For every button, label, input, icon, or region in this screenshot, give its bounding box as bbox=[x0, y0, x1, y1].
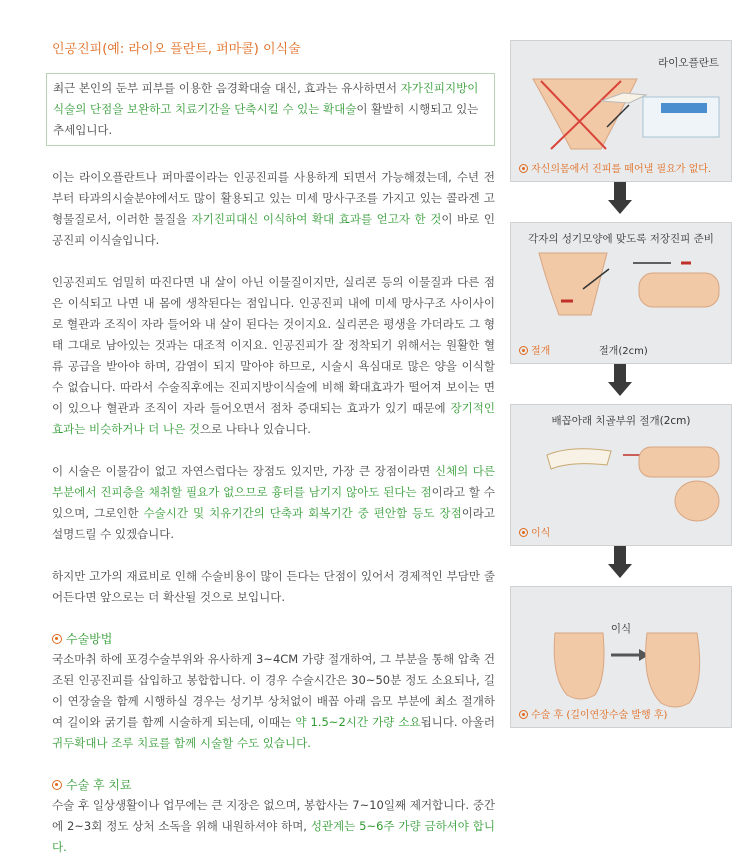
paragraph-highlight: 신체의 다른 부분에서 진피층을 채취할 필요가 없으므로 흉터를 남기지 않아도 된다는 점 bbox=[52, 464, 495, 499]
paragraph-highlight: 수술시간 및 치유기간의 단축과 회복기간 중 편안함 등도 장점 bbox=[143, 506, 462, 520]
paragraph-text: 이라고 설명드릴 수 있겠습니다. bbox=[52, 506, 496, 541]
after-heading bbox=[52, 775, 495, 795]
panel-after-surgery bbox=[510, 586, 732, 728]
paragraph-text: 국소마취 하에 포경수술부위와 유사하게 3~4CM 가량 절개하여, 그 부분을 통해 압축 건조된 인공진피를 삽입하고 봉합합니다. 이 경우 수술시간은 30~50분 정도 소요되나, 길이 연장술을 함께 시행하실 경우는 성기부 상처없이 배꼽 아래 음모 부분에 최소 절개하여 길이와 굵기를 함께 시술하게 되는데, 이때는 bbox=[52, 652, 495, 729]
paragraph-highlight: 성관계는 5~6주 가량 금하셔야 합니다. bbox=[52, 819, 495, 854]
page-title: 인공진피(예: 라이오 플란트, 퍼마콜) 이식술 bbox=[52, 42, 301, 57]
panel-caption: 배꼽아래 치골부위 절개(2cm) bbox=[551, 415, 691, 427]
procedure-illustrations bbox=[510, 40, 735, 728]
paragraph-1 bbox=[52, 167, 495, 251]
intro-highlight: 자가진피지방이식술의 단점을 보완하고 치료기간을 단축시킬 수 있는 확대술 bbox=[53, 81, 479, 116]
method-heading-label: 수술방법 bbox=[66, 632, 113, 646]
down-arrow-icon bbox=[510, 364, 735, 404]
bullet-circle-icon bbox=[519, 346, 528, 355]
paragraph-text: 이 시술은 이물감이 없고 자연스럽다는 장점도 있지만, 가장 큰 장점이라면 bbox=[52, 464, 435, 478]
intro-box bbox=[46, 73, 495, 146]
intro-text-end: 이 활발히 시행되고 있는 추세입니다. bbox=[53, 102, 479, 137]
paragraph-text: 이라고 할 수 있으며, 그로인한 bbox=[52, 485, 496, 520]
bullet-circle-icon bbox=[519, 528, 528, 537]
intro-text: 최근 본인의 둔부 피부를 이용한 음경확대술 대신, 효과는 유사하면서 bbox=[53, 81, 401, 95]
bullet-circle-icon bbox=[52, 634, 62, 644]
panel-note bbox=[519, 160, 711, 175]
paragraph-highlight: 귀두확대나 조루 치료를 함께 시술할 수도 있습니다. bbox=[52, 736, 311, 750]
paragraph-text: 이 바로 인공진피 이식술입니다. bbox=[52, 212, 495, 247]
paragraph-text: 수술 후 일상생활이나 업무에는 큰 지장은 없으며, 봉합사는 7~10일째 제거합니다. 중간에 2~3회 정도 상처 소독을 위해 내원하셔야 하며, bbox=[52, 798, 495, 833]
down-arrow-icon bbox=[510, 182, 735, 222]
paragraph-text: 됩니다. 아울러 bbox=[420, 715, 495, 729]
panel-note bbox=[519, 342, 550, 357]
panel-graft bbox=[510, 404, 732, 546]
panel-caption: 이식 bbox=[610, 623, 632, 635]
panel-note-label: 자신의몸에서 진피를 떼어낼 필요가 없다. bbox=[531, 164, 712, 175]
paragraph-2 bbox=[52, 272, 495, 440]
panel-caption: 라이오플란트 bbox=[658, 57, 719, 69]
bullet-circle-icon bbox=[519, 164, 528, 173]
method-paragraph bbox=[52, 649, 495, 754]
bullet-circle-icon bbox=[52, 780, 62, 790]
panel-incision bbox=[510, 222, 732, 364]
paragraph-text: 인공진피도 엄밀히 따진다면 내 살이 아닌 이물질이지만, 실리콘 등의 이물질과 다른 점은 이식되고 나면 내 몸에 생착된다는 점입니다. 인공진피 내에 미세 망사구조 사이사이로 혈관과 조직이 자라 들어와 내 살이 된다는 것이지요. 실리콘은 평생을 가더라도 그 형태 그대로 남아있는 것과는 대조적 이지요. 인공진피가 잘 정착되기 위해서는 원활한 혈류 공급을 받아야 하며, 감염이 되지 말아야 하므로, 시술시 욕심대로 많은 양을 이식할 수 없습니다. 따라서 수술직후에는 진피지방이식술에 비해 확대효과가 떨어져 보이는 면이 있으나 혈관과 조직이 자라 들어오면서 점차 증대되는 효과가 있기 때문에 bbox=[52, 275, 495, 415]
paragraph-highlight: 장기적인 효과는 비슷하거나 더 나은 것 bbox=[52, 401, 495, 436]
paragraph-text: 이는 라이오플란트나 퍼마콜이라는 인공진피를 사용하게 되면서 가능해졌는데, 수년 전부터 타과의시술분야에서도 많이 활용되고 있는 미세 망사구조를 가지고 있는 콜라겐 고형물질로서, 이러한 물질을 bbox=[52, 170, 495, 226]
panel-note bbox=[519, 524, 550, 539]
panel-caption: 각자의 성기모양에 맞도록 저장진피 준비 bbox=[528, 233, 714, 245]
paragraph-3 bbox=[52, 461, 495, 545]
paragraph-highlight: 자기진피대신 이식하여 확대 효과를 얻고자 한 것 bbox=[191, 212, 442, 226]
paragraph-text: 으로 나타나 있습니다. bbox=[199, 422, 311, 436]
after-heading-label: 수술 후 치료 bbox=[66, 778, 132, 792]
bullet-circle-icon bbox=[519, 710, 528, 719]
panel-sub-caption: 절개(2cm) bbox=[599, 346, 648, 357]
panel-lioplant bbox=[510, 40, 732, 182]
panel-note-label: 수술 후 (길이연장수술 발행 후) bbox=[531, 710, 668, 721]
down-arrow-icon bbox=[510, 546, 735, 586]
paragraph-highlight: 약 1.5~2시간 가량 소요 bbox=[295, 715, 421, 729]
panel-note-label: 이식 bbox=[531, 528, 551, 539]
article bbox=[52, 38, 495, 858]
panel-note bbox=[519, 706, 667, 721]
paragraph-4: 하지만 고가의 재료비로 인해 수술비용이 많이 든다는 단점이 있어서 경제적인 부담만 줄어든다면 앞으로는 더 확산될 것으로 보입니다. bbox=[52, 569, 495, 604]
panel-note-label: 절개 bbox=[531, 346, 551, 357]
method-heading bbox=[52, 629, 495, 649]
